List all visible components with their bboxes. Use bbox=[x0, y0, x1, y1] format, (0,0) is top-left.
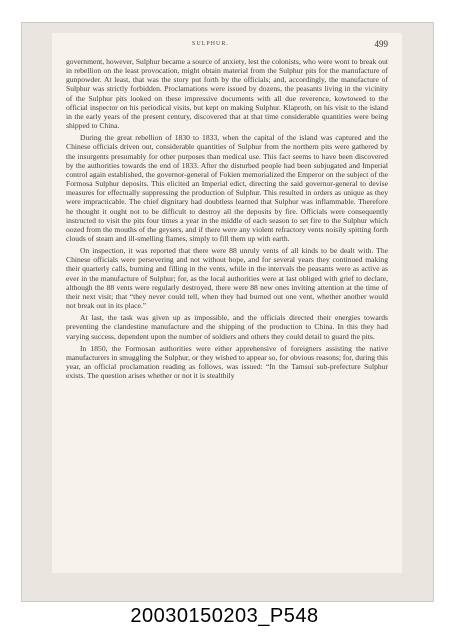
paragraph: government, however, Sulphur became a source of anxiety, lest the colonists, who were wont to break out in rebellion on the least provocation, might obtain material from the Sulphur pits for the manufacture of gunpowder. At least, that was the story put forth by the officials; and, accordingly, the manufacture of Sulphur was strictly forbidden. Proclamations were issued by dozens, the peasants living in the vicinity of the Sulphur pits looked on these impressive documents with all due reverence, kowtowed to the official inspector on his periodical visits, but kept on making Sulphur. Klaproth, on his visit to the island in the early years of the present century, discovered that at that time considerable quantities were being shipped to China. bbox=[66, 57, 388, 131]
paragraph: At last, the task was given up as impossible, and the officials directed their energies towards preventing the clandestine manufacture and the shipping of the production to China. In this they had varying success, dependent upon the number of soldiers and others they could detail to guard the pits. bbox=[66, 313, 388, 341]
book-page bbox=[52, 33, 402, 573]
running-head bbox=[52, 39, 402, 51]
scanned-sheet bbox=[21, 22, 434, 602]
page-body bbox=[66, 57, 388, 383]
paragraph: On inspection, it was reported that there were 88 unruly vents of all kinds to be dealt with. The Chinese officials were persevering and not without hope, and for several years they continued making their quarterly calls, burning and filling in the vents, while in the intervals the peasants were as active as ever in the manufacture of Sulphur; for, as the local authorities were at last obliged with grief to declare, although the 88 vents were regularly destroyed, there were 88 new ones inviting attention at the time of their next visit; that “they never could tell, when they had burned out one vent, whether another would not break out in its place.” bbox=[66, 246, 388, 311]
page-number: 499 bbox=[374, 39, 388, 49]
image-id-caption: 20030150203_P548 bbox=[130, 605, 319, 627]
paragraph: During the great rebellion of 1830 to 1833, when the capital of the island was captured and the Chinese officials driven out, considerable quantities of Sulphur from the northern pits were gathered by the insurgents presumably for other purposes than medical use. This fact seems to have been discovered by the authorities towards the end of 1833. After the disturbed people had been subjugated and Imperial control again established, the governor-general of Fokien memorialized the Emperor on the subject of the Formosa Sulphur deposits. This elicited an Imperial edict, directing the said governor-general to devise measures for effectually suppressing the production of Sulphur. This resulted in orders as unique as they were impracticable. The chief dignitary had doubtless learned that Sulphur was inflammable. Therefore he thought it ought not to be difficult to destroy all the deposits by fire. Officials were consequently instructed to visit the pits four times a year in the middle of each season to set fire to the Sulphur which oozed from the mouths of the geysers, and if there were any violent refractory vents noisily spitting forth clouds of steam and ill-smelling flames, simply to fill them up with earth. bbox=[66, 133, 388, 243]
running-head-title: SULPHUR. bbox=[192, 41, 229, 47]
paragraph: In 1850, the Formosan authorities were either apprehensive of foreigners assisting the native manufacturers in smuggling the Sulphur, or they wished to appear so, for obvious reasons; for, during this year, an official proclamation reading as follows, was issued: “In the Tamsui sub-prefecture Sulphur exists. The question arises whether or not it is stealthily bbox=[66, 343, 388, 381]
